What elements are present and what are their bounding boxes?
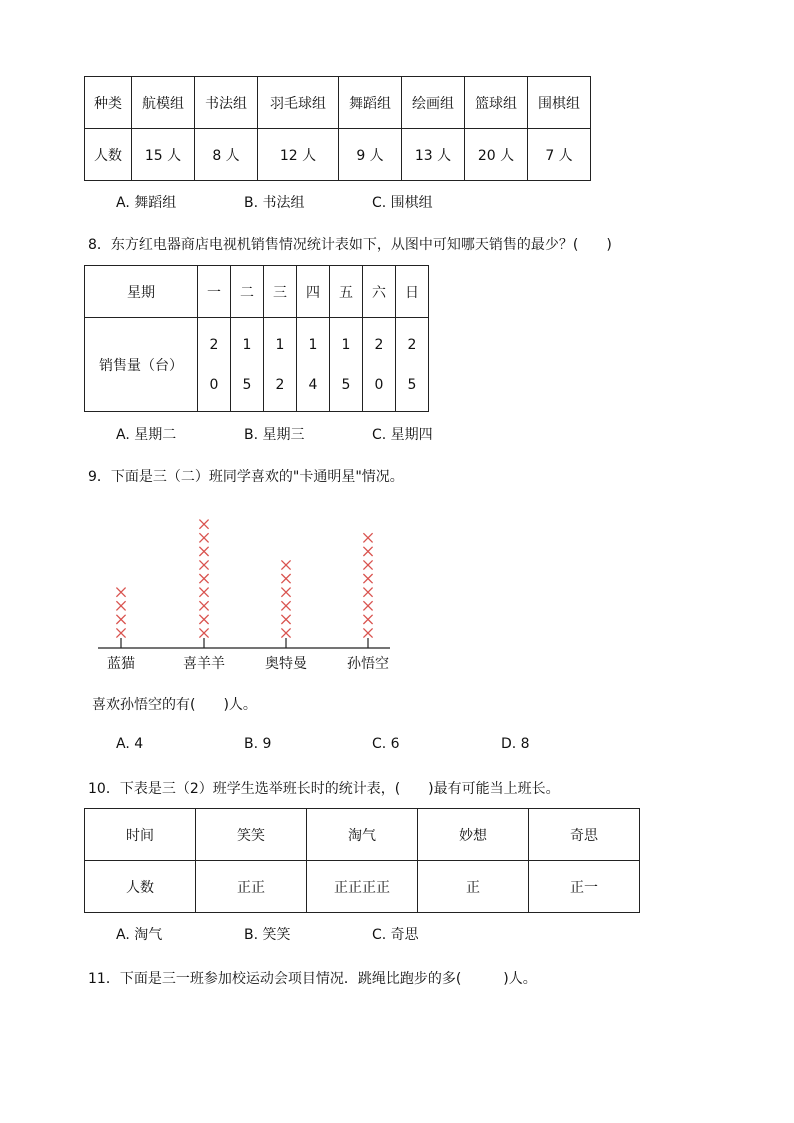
option-d[interactable]: D. 8 [501, 736, 530, 752]
category-label: 喜羊羊 [183, 656, 225, 672]
x-marker [363, 628, 372, 637]
table-cell: 时间 [85, 809, 196, 861]
x-marker [116, 601, 125, 610]
x-marker [199, 628, 208, 637]
category-label: 孙悟空 [347, 656, 389, 672]
tv-sales-table [84, 265, 429, 412]
table-cell [396, 318, 429, 412]
table-cell: 9 人 [339, 129, 402, 181]
digit: 2 [209, 336, 219, 353]
x-marker [199, 547, 208, 556]
x-marker [199, 533, 208, 542]
table-cell: 人数 [85, 861, 196, 913]
option-a[interactable]: A. 星期二 [116, 427, 177, 443]
table-cell [330, 318, 363, 412]
table-cell [198, 318, 231, 412]
interest-group-table [84, 76, 591, 181]
table-cell: 五 [330, 266, 363, 318]
x-marker [116, 615, 125, 624]
table-cell [297, 318, 330, 412]
cartoon-pictograph [90, 505, 400, 675]
x-marker [281, 628, 290, 637]
table-row [85, 129, 591, 181]
digit: 0 [374, 376, 384, 393]
option-b[interactable]: B. 书法组 [244, 195, 305, 211]
option-b[interactable]: B. 9 [244, 736, 272, 752]
table-cell: 篮球组 [465, 77, 528, 129]
table-row [85, 318, 429, 412]
x-marker [199, 574, 208, 583]
digit: 2 [374, 336, 384, 353]
table-cell: 围棋组 [528, 77, 591, 129]
digit: 2 [407, 336, 417, 353]
table-cell: 12 人 [258, 129, 339, 181]
digit: 1 [242, 336, 252, 353]
table-header-row [85, 77, 591, 129]
x-marker [281, 615, 290, 624]
table-cell: 日 [396, 266, 429, 318]
digit: 2 [275, 376, 285, 393]
table-cell: 人数 [85, 129, 132, 181]
table-cell: 二 [231, 266, 264, 318]
q8-text: 8．东方红电器商店电视机销售情况统计表如下，从图中可知哪天销售的最少？( ) [88, 237, 612, 253]
table-cell [363, 318, 396, 412]
x-marker [116, 628, 125, 637]
table-cell: 正正正正 [307, 861, 418, 913]
table-cell: 7 人 [528, 129, 591, 181]
x-marker [363, 533, 372, 542]
table-cell [231, 318, 264, 412]
table-cell: 正一 [529, 861, 640, 913]
option-c[interactable]: C. 围棋组 [372, 195, 433, 211]
table-cell [264, 318, 297, 412]
q10-text: 10．下表是三（2）班学生选举班长时的统计表，( )最有可能当上班长。 [88, 781, 560, 797]
table-header-row [85, 809, 640, 861]
table-cell: 三 [264, 266, 297, 318]
table-cell: 舞蹈组 [339, 77, 402, 129]
x-marker [199, 520, 208, 529]
q9-question: 喜欢孙悟空的有( )人。 [92, 697, 257, 713]
x-marker [116, 588, 125, 597]
option-b[interactable]: B. 笑笑 [244, 927, 291, 943]
option-a[interactable]: A. 4 [116, 736, 144, 752]
digit: 1 [308, 336, 318, 353]
table-cell: 绘画组 [402, 77, 465, 129]
q9-text: 9．下面是三（二）班同学喜欢的"卡通明星"情况。 [88, 469, 404, 485]
q11-text: 11．下面是三一班参加校运动会项目情况．跳绳比跑步的多( )人。 [88, 971, 537, 987]
table-cell: 四 [297, 266, 330, 318]
option-c[interactable]: C. 6 [372, 736, 400, 752]
x-marker [363, 615, 372, 624]
option-a[interactable]: A. 舞蹈组 [116, 195, 177, 211]
x-marker [363, 560, 372, 569]
chart-marks [107, 520, 389, 672]
digit: 5 [242, 376, 252, 393]
x-marker [281, 574, 290, 583]
x-marker [199, 560, 208, 569]
digit: 5 [407, 376, 417, 393]
x-marker [281, 560, 290, 569]
digit: 4 [308, 376, 318, 393]
table-row [85, 861, 640, 913]
x-marker [363, 588, 372, 597]
table-cell: 笑笑 [196, 809, 307, 861]
table-cell: 正正 [196, 861, 307, 913]
table-cell: 星期 [85, 266, 198, 318]
x-marker [281, 588, 290, 597]
digit: 1 [341, 336, 351, 353]
option-c[interactable]: C. 星期四 [372, 427, 433, 443]
x-marker [199, 588, 208, 597]
table-header-row [85, 266, 429, 318]
x-marker [199, 615, 208, 624]
digit: 5 [341, 376, 351, 393]
table-cell: 羽毛球组 [258, 77, 339, 129]
table-cell: 种类 [85, 77, 132, 129]
category-label: 蓝猫 [107, 656, 135, 672]
table-cell: 奇思 [529, 809, 640, 861]
table-cell: 8 人 [195, 129, 258, 181]
table-cell: 15 人 [132, 129, 195, 181]
x-marker [363, 601, 372, 610]
table-cell: 正 [418, 861, 529, 913]
table-cell: 书法组 [195, 77, 258, 129]
option-b[interactable]: B. 星期三 [244, 427, 305, 443]
table-cell: 一 [198, 266, 231, 318]
table-cell: 13 人 [402, 129, 465, 181]
monitor-vote-table [84, 808, 640, 913]
option-a[interactable]: A. 淘气 [116, 927, 163, 943]
digit: 0 [209, 376, 219, 393]
table-cell: 航模组 [132, 77, 195, 129]
digit: 1 [275, 336, 285, 353]
table-cell: 淘气 [307, 809, 418, 861]
option-c[interactable]: C. 奇思 [372, 927, 419, 943]
x-marker [363, 574, 372, 583]
table-cell: 六 [363, 266, 396, 318]
x-marker [363, 547, 372, 556]
x-marker [199, 601, 208, 610]
x-marker [281, 601, 290, 610]
table-cell: 妙想 [418, 809, 529, 861]
category-label: 奥特曼 [265, 656, 307, 672]
table-cell: 销售量（台） [85, 318, 198, 412]
table-cell: 20 人 [465, 129, 528, 181]
